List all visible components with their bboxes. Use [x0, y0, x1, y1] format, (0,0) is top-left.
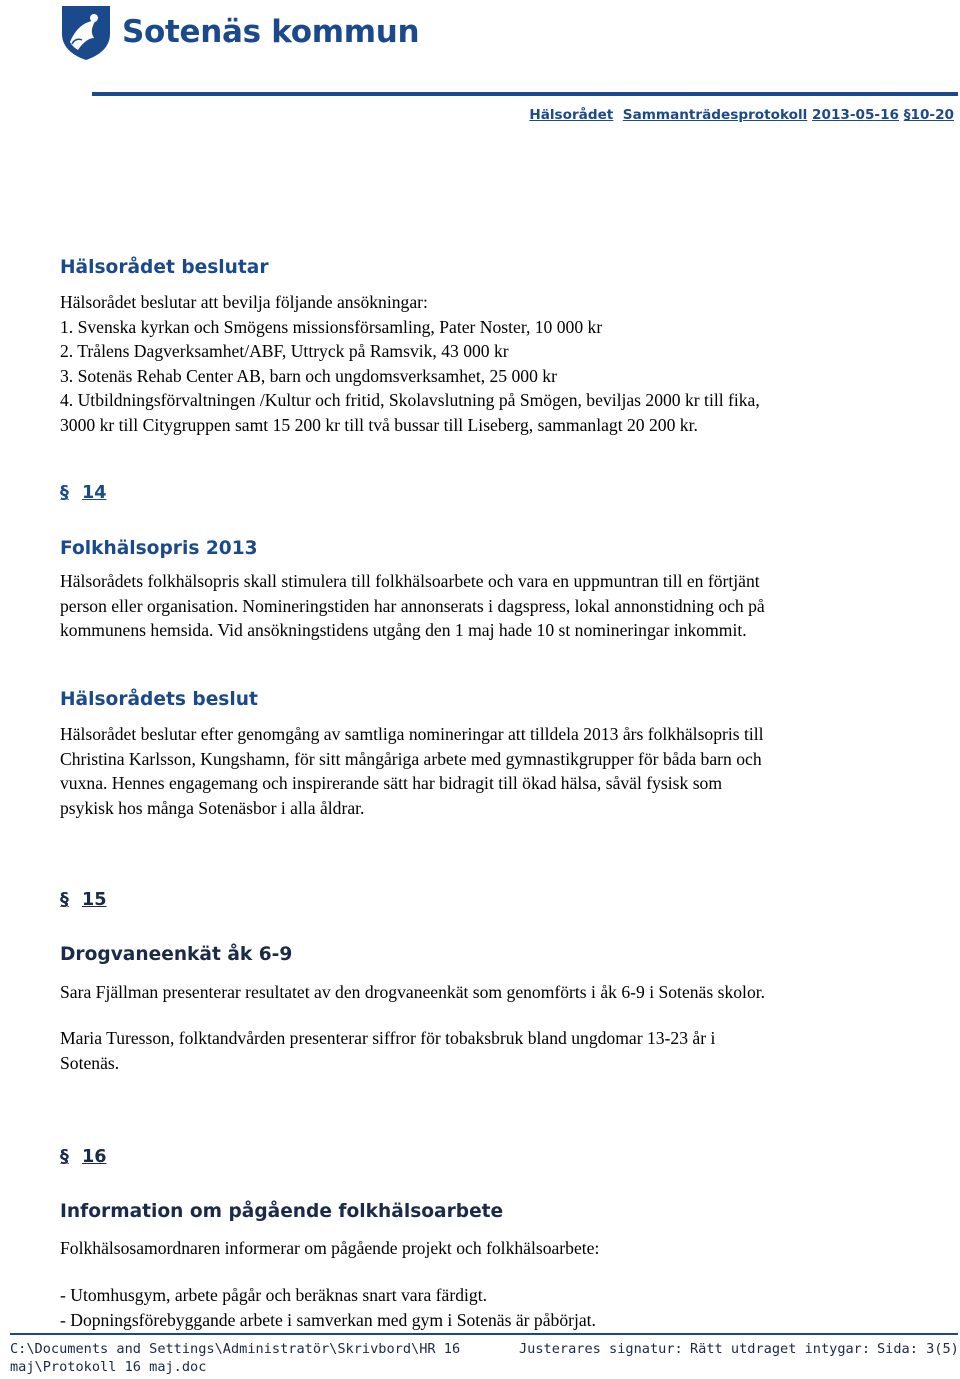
beslut-item: 1. Svenska kyrkan och Smögens missionsförsamling, Pater Noster, 10 000 kr: [60, 316, 603, 337]
header-divider: [92, 92, 958, 96]
section-number: 14: [82, 483, 107, 503]
section-number: 16: [82, 1147, 107, 1167]
paragraph-line: Hälsorådets folkhälsopris skall stimulera till folkhälsoarbete och vara en uppmuntran till en förtjänt: [60, 571, 760, 591]
bullet-item: - Utomhusgym, arbete pågår och beräknas snart vara färdigt.: [60, 1285, 487, 1305]
paragraph-line: vuxna. Hennes engagemang och inspirerande sätt har bidragit till ökad hälsa, såväl fysisk som: [60, 773, 723, 793]
section-14-beslut-heading: Hälsorådets beslut: [60, 689, 258, 710]
paragraph-line: Sara Fjällman presenterar resultatet av den drogvaneenkät som genomförts i åk 6-9 i Sotenäs skolor.: [60, 982, 766, 1002]
beslut-item: 4. Utbildningsförvaltningen /Kultur och fritid, Skolavslutning på Smögen, beviljas 2000 kr till fika,: [60, 390, 760, 410]
header-sections: 10-20: [910, 107, 954, 123]
section-16-number: [60, 1147, 106, 1167]
paragraph-line: Maria Turesson, folktandvården presenterar siffror för tobaksbruk bland ungdomar 13-23 år i: [60, 1028, 716, 1048]
section-16-title: Information om pågående folkhälsoarbete: [60, 1201, 504, 1222]
section-15-para-1: [60, 980, 940, 1005]
section-14-title: Folkhälsopris 2013: [60, 538, 258, 559]
section-16-bullets: [60, 1283, 940, 1332]
logo-text: Sotenäs kommun: [122, 14, 420, 50]
section-14-body: [60, 569, 940, 643]
paragraph-line: person eller organisation. Nomineringstiden har annonserats i dagspress, lokal annonstidning och på: [60, 595, 765, 616]
paragraph-line: kommunens hemsida. Vid ansökningstidens utgång den 1 maj hade 10 st nomineringar inkommit.: [60, 620, 747, 640]
header-protocol: Sammanträdesprotokoll: [622, 107, 808, 123]
footer-path-line-2: maj\Protokoll 16 maj.doc: [10, 1359, 207, 1375]
header-date: 2013-05-16: [812, 107, 899, 123]
header-section-symbol: §: [903, 107, 911, 123]
section-16-para-1: [60, 1236, 940, 1261]
section-symbol: §: [60, 890, 69, 910]
section-15-number: [60, 890, 106, 910]
paragraph-line: Hälsorådet beslutar efter genomgång av samtliga nomineringar att tilldela 2013 års folkhälsopris till: [60, 724, 764, 744]
paragraph-line: Folkhälsosamordnaren informerar om pågående projekt och folkhälsoarbete:: [60, 1238, 600, 1258]
section-14-number: [60, 483, 106, 503]
document-header-line: [0, 107, 954, 123]
paragraph-line: Sotenäs.: [60, 1052, 120, 1073]
coat-of-arms-icon: [60, 4, 112, 62]
section-symbol: §: [60, 483, 69, 503]
footer-justerares-signature: Justerares signatur:: [519, 1341, 683, 1357]
section-number: 15: [82, 890, 107, 910]
beslut-list: [60, 290, 940, 437]
section-15-title: Drogvaneenkät åk 6-9: [60, 944, 293, 965]
beslut-item: 2. Trålens Dagverksamhet/ABF, Uttryck på Ramsvik, 43 000 kr: [60, 341, 509, 361]
beslut-heading: Hälsorådet beslutar: [60, 257, 269, 278]
paragraph-line: Christina Karlsson, Kungshamn, för sitt mångåriga arbete med gymnastikgrupper för båda barn och: [60, 748, 762, 769]
section-14-beslut-body: [60, 722, 940, 820]
municipality-logo: [60, 4, 420, 62]
footer-path-line-1: C:\Documents and Settings\Administratör\Skrivbord\HR 16: [10, 1341, 461, 1357]
footer-divider: [10, 1333, 958, 1335]
header-council: Hälsorådet: [529, 107, 614, 123]
beslut-item-continued: 3000 kr till Citygruppen samt 15 200 kr till två bussar till Liseberg, sammanlagt 20 200 kr.: [60, 414, 698, 435]
footer-ratt-utdraget: Rätt utdraget intygar:: [690, 1341, 871, 1357]
section-symbol: §: [60, 1147, 69, 1167]
bullet-item: - Dopningsförebyggande arbete i samverkan med gym i Sotenäs är påbörjat.: [60, 1309, 596, 1330]
beslut-intro: Hälsorådet beslutar att bevilja följande ansökningar:: [60, 292, 428, 312]
section-15-para-2: [60, 1026, 940, 1075]
paragraph-line: psykisk hos många Sotenäsbor i alla åldrar.: [60, 797, 365, 818]
beslut-item: 3. Sotenäs Rehab Center AB, barn och ungdomsverksamhet, 25 000 kr: [60, 365, 557, 386]
footer-page-number: Sida: 3(5): [877, 1341, 959, 1357]
